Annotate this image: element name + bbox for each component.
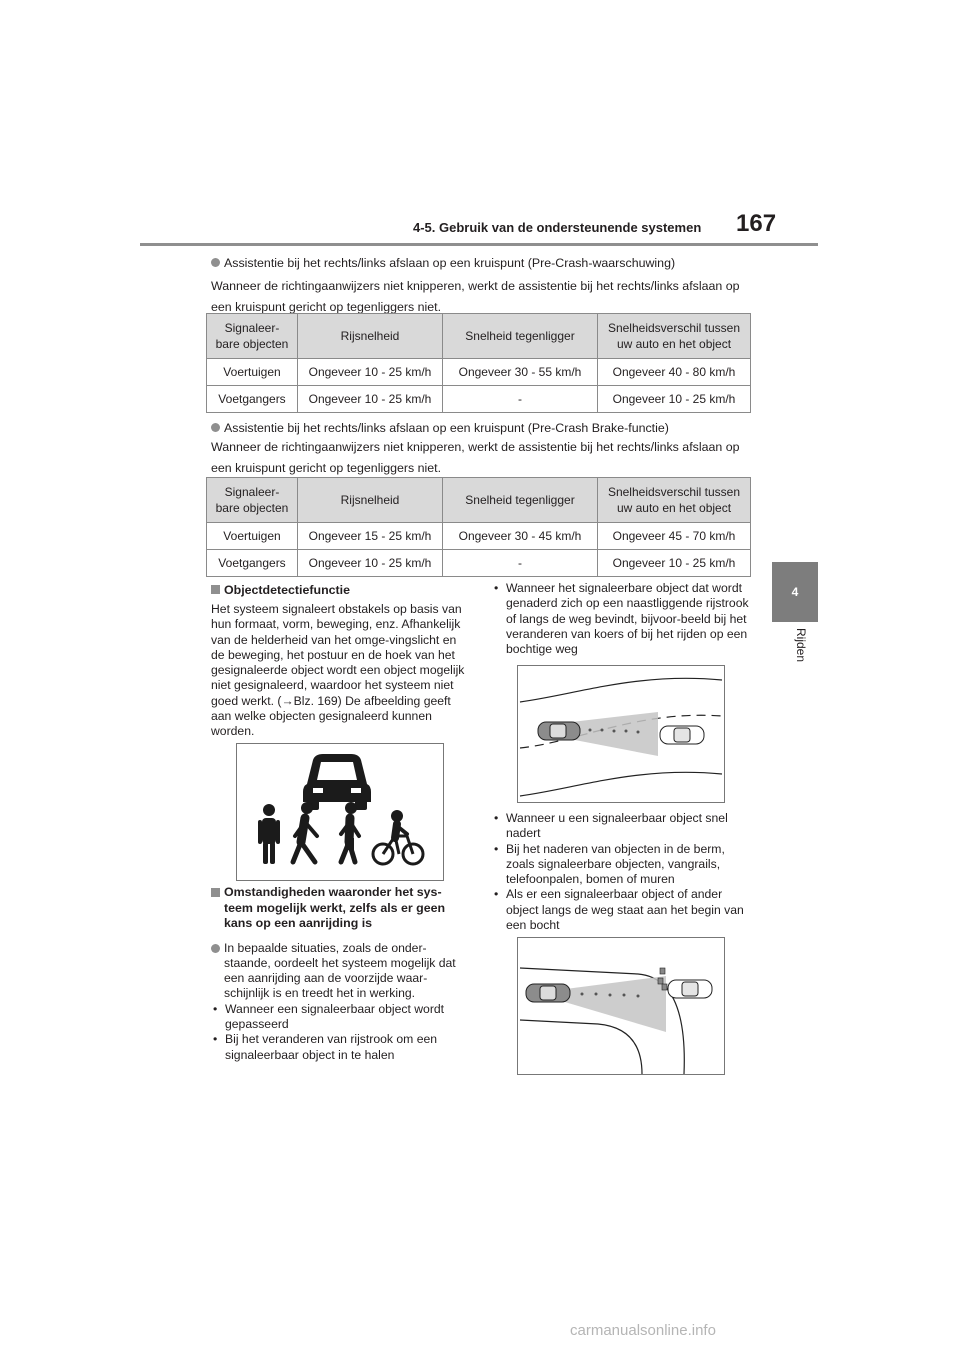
- section1: [211, 255, 756, 318]
- objectdetectie-heading: Objectdetectiefunctie: [211, 582, 469, 599]
- table-header-cell: Snelheidsverschil tussen uw auto en het object: [598, 314, 751, 359]
- table-cell: Ongeveer 10 - 25 km/h: [598, 550, 751, 577]
- table-header-cell: Signaleer- bare objecten: [207, 478, 298, 523]
- omstandigheden-heading: Omstandigheden waaronder het sys-teem mogelijk werkt, zelfs als er geen kans op een aanrijding is: [211, 885, 469, 932]
- table-cell: Ongeveer 15 - 25 km/h: [298, 523, 443, 550]
- table-cell: Ongeveer 40 - 80 km/h: [598, 359, 751, 386]
- list-item: • Bij het veranderen van rijstrook om een signaleerbaar object in te halen: [211, 1032, 469, 1063]
- pedestrian-standing-icon: [258, 804, 280, 864]
- square-bullet-icon: [211, 888, 220, 897]
- table-cell: -: [443, 550, 598, 577]
- omstandigheden-bullet: In bepaalde situaties, zoals de onder-staande, oordeelt het systeem mogelijk dat een aanrijding aan de voorzijde waar-schijnlijk is en treedt het in werking.: [211, 941, 469, 1002]
- table-row: [207, 550, 751, 577]
- speed-table-brake: [206, 477, 751, 577]
- table-header-cell: Snelheidsverschil tussen uw auto en het object: [598, 478, 751, 523]
- curve-start-illustration: [518, 938, 724, 1074]
- section2-para: Wanneer de richtingaanwijzers niet knipperen, werkt de assistentie bij het rechts/links afslaan op een kruispunt gericht op tegenliggers niet.: [211, 440, 740, 475]
- table-cell: Voertuigen: [207, 523, 298, 550]
- objectdetectie-body: Het systeem signaleert obstakels op basis van hun formaat, vorm, beweging, enz. Afhankelijk van de helderheid van het omge-vingslicht en de beweging, het postuur en de hoek van het gesignaleerde object wordt een object mogelijk niet gesignaleerd, waardoor het systeem niet goed werkt. (→Blz. 169) De afbeelding geeft aan welke objecten gesignaleerd kunnen worden.: [211, 602, 465, 739]
- table-row: [207, 523, 751, 550]
- right-list-mid: [492, 811, 752, 933]
- figure-curved-road: [517, 665, 725, 803]
- list-item: • Wanneer het signaleerbare object dat wordt genaderd zich op een naastliggende rijstrook of langs de weg bevindt, bijvoor-beeld bij het veranderen van koers of bij het rijden op een bochtige weg: [492, 581, 752, 657]
- section1-bullet: [211, 255, 756, 272]
- figure-detectable-objects: [236, 743, 444, 881]
- list-item: • Bij het naderen van objecten in de berm, zoals signaleerbare objecten, vangrails, telefoonpalen, bomen of muren: [492, 842, 752, 888]
- table-header-cell: Signaleer- bare objecten: [207, 314, 298, 359]
- chapter-label: Rijden: [794, 628, 808, 663]
- table-cell: Voetgangers: [207, 386, 298, 413]
- table-cell: Ongeveer 10 - 25 km/h: [598, 386, 751, 413]
- curved-road-illustration: [518, 666, 724, 802]
- target-car-icon: [660, 726, 704, 744]
- objectdetectie-section: [211, 582, 469, 740]
- table-cell: Ongeveer 10 - 25 km/h: [298, 359, 443, 386]
- table-header-cell: Rijsnelheid: [298, 478, 443, 523]
- table-cell: Ongeveer 30 - 55 km/h: [443, 359, 598, 386]
- right-column-mid: [492, 811, 752, 933]
- table-header-cell: Snelheid tegenligger: [443, 478, 598, 523]
- figure-curve-start: [517, 937, 725, 1075]
- section1-bullet-text: Assistentie bij het rechts/links afslaan op een kruispunt (Pre-Crash-waarschuwing): [224, 256, 676, 270]
- pedestrian-carrying-icon: [341, 802, 359, 862]
- header-divider: [140, 243, 818, 246]
- own-car-icon: [526, 984, 570, 1002]
- table-row: [207, 359, 751, 386]
- list-item: • Wanneer u een signaleerbaar object snel nadert: [492, 811, 752, 842]
- list-item: • Als er een signaleerbaar object of ander object langs de weg staat aan het begin van een bocht: [492, 887, 752, 933]
- bullet-icon: [211, 423, 220, 432]
- right-list-top: [492, 581, 752, 657]
- table-cell: Ongeveer 45 - 70 km/h: [598, 523, 751, 550]
- bullet-icon: [211, 944, 220, 953]
- table-cell: -: [443, 386, 598, 413]
- right-column-top: [492, 581, 752, 657]
- detectable-objects-illustration: [237, 744, 443, 880]
- chapter-tab: 4: [772, 562, 818, 622]
- own-car-icon: [538, 722, 580, 740]
- cyclist-icon: [373, 810, 423, 864]
- pedestrian-walking-icon: [293, 802, 317, 862]
- omstandigheden-list: [211, 1002, 469, 1063]
- table-header-cell: Rijsnelheid: [298, 314, 443, 359]
- section2-bullet: [211, 420, 756, 437]
- speed-table-warning: [206, 313, 751, 413]
- section2-bullet-text: Assistentie bij het rechts/links afslaan op een kruispunt (Pre-Crash Brake-functie): [224, 421, 669, 435]
- omstandigheden-section: [211, 885, 469, 1063]
- section-title: 4-5. Gebruik van de ondersteunende systemen: [413, 220, 702, 235]
- table-header-row: [207, 314, 751, 359]
- table-cell: Voetgangers: [207, 550, 298, 577]
- parked-car-icon: [668, 980, 712, 998]
- section1-para: Wanneer de richtingaanwijzers niet knipperen, werkt de assistentie bij het rechts/links afslaan op een kruispunt gericht op tegenliggers niet.: [211, 279, 740, 314]
- table-header-row: [207, 478, 751, 523]
- bullet-icon: [211, 258, 220, 267]
- table-header-cell: Snelheid tegenligger: [443, 314, 598, 359]
- table-cell: Ongeveer 10 - 25 km/h: [298, 386, 443, 413]
- list-item: • Wanneer een signaleerbaar object wordt gepasseerd: [211, 1002, 469, 1033]
- watermark: carmanualsonline.info: [570, 1322, 716, 1339]
- table-cell: Ongeveer 10 - 25 km/h: [298, 550, 443, 577]
- car-front-icon: [303, 754, 371, 810]
- page-number: 167: [736, 210, 777, 237]
- square-bullet-icon: [211, 585, 220, 594]
- table-cell: Ongeveer 30 - 45 km/h: [443, 523, 598, 550]
- section2: [211, 420, 756, 479]
- table-row: [207, 386, 751, 413]
- table-cell: Voertuigen: [207, 359, 298, 386]
